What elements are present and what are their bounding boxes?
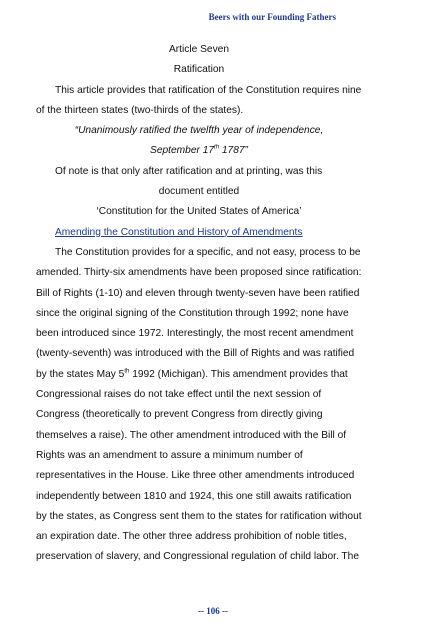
quote-line-2: [36, 141, 362, 161]
paragraph-ratification-requirement: This article provides that ratification of the Constitution requires nine of the thirteen states (two-thirds of the states).: [36, 84, 362, 116]
quote-date-sup: th: [214, 145, 220, 152]
paragraph-note-line-2: document entitled: [158, 186, 240, 198]
paragraph-note: Of note is that only after ratification and at printing, was this: [55, 165, 323, 177]
amendments-link[interactable]: Amending the Constitution and History of Amendments: [55, 226, 303, 238]
document-title-quote: ‘Constitution for the United States of America’: [96, 206, 302, 218]
quote-date-post: 1787”: [219, 145, 248, 157]
page-number-footer: -- 106 --: [198, 606, 228, 616]
page-body: [36, 40, 362, 568]
paragraph-amendments: [36, 243, 362, 568]
amendments-text-part1: The Constitution provides for a specific, and not easy, process to be amended. Thirty-six amendments have been proposed since ratification: Bill of Rights (1-10) and eleven through twenty-seven have been ratified since the original signing of the Constitution through 1992; none have been introduced since 1972. Interestingly, the most recent amendment (twenty-seventh) was introduced with the Bill of Rights and was ratified by the states May 5: [36, 246, 362, 380]
quote-date-pre: September 17: [150, 145, 215, 157]
quote-line-1: “Unanimously ratified the twelfth year of independence,: [74, 125, 324, 137]
amendments-text-part2: 1992 (Michigan). This amendment provides that Congressional raises do not take effect until the next session of Congress (theoretically to prevent Congress from directly giving themselves a raise). The other amendment introduced with the Bill of Rights was an amendment to assure a minimum number of representatives in the House. Like three other amendments introduced independently between 1810 and 1924, this one still awaits ratification by the states, as Congress sent them to the states for ratification without an expiration date. The other three address prohibition of noble titles, preservation of slavery, and Congressional regulation of child labor. The: [36, 368, 362, 563]
article-subtitle: Ratification: [173, 64, 225, 76]
running-header: Beers with our Founding Fathers: [208, 12, 336, 22]
amendments-date-sup: th: [124, 368, 130, 375]
section-heading-link[interactable]: [36, 223, 362, 243]
article-title: Article Seven: [168, 44, 230, 55]
